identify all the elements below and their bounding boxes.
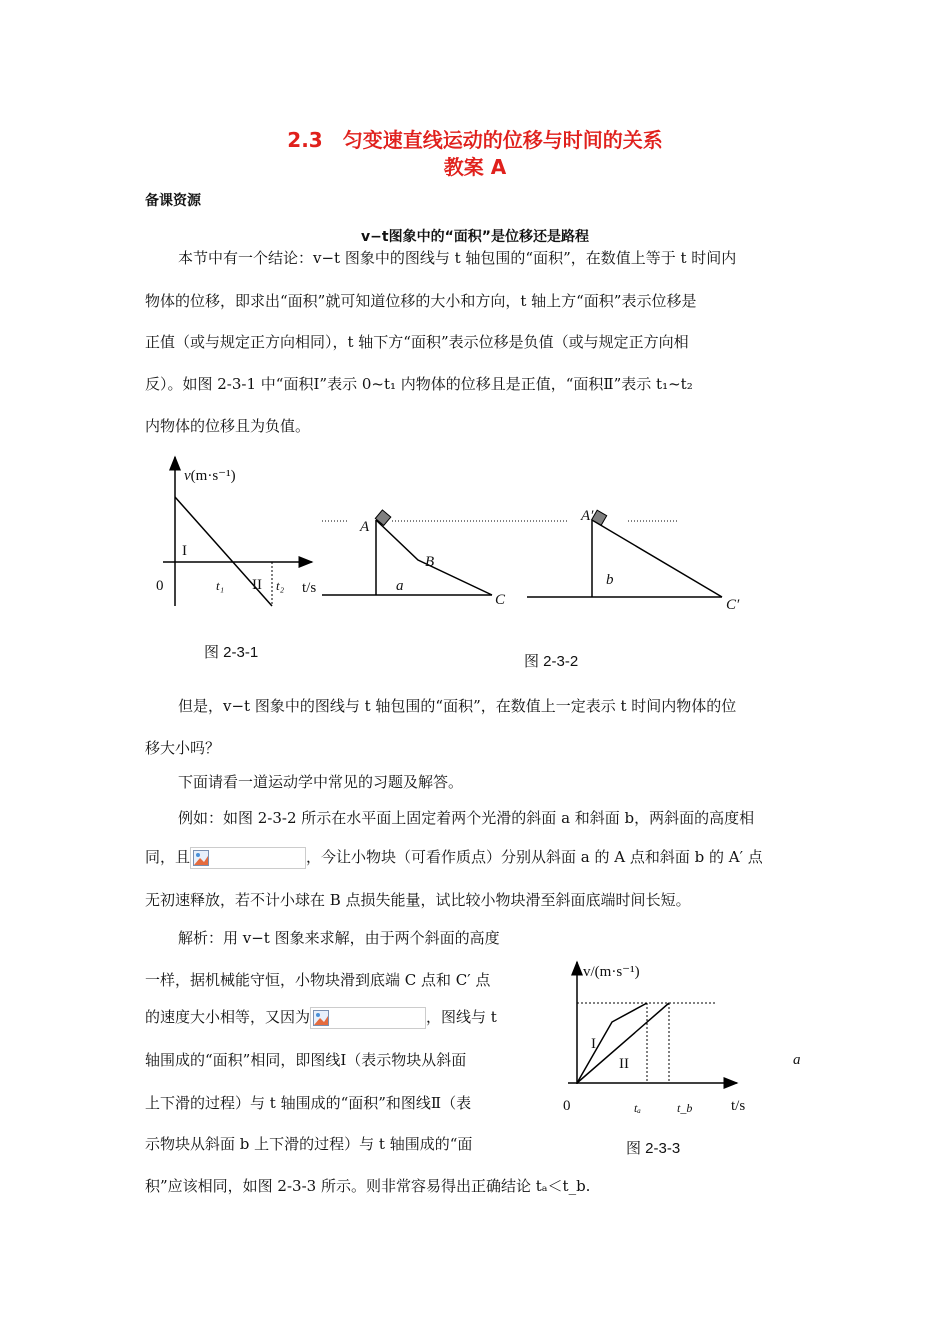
fig1-ylabel: v(m·s⁻¹): [184, 468, 236, 484]
p1-line3: 正值（或与规定正方向相同），t 轴下方“面积”表示位移是负值（或与规定正方向相: [145, 333, 689, 351]
fig1-area2-label: II: [252, 577, 262, 593]
p5-line4: 轴围成的“面积”相同，即图线Ⅰ（表示物块从斜面: [145, 1051, 467, 1069]
stray-label-a: a: [793, 1052, 801, 1068]
p2-line1: 但是，v−t 图象中的图线与 t 轴包围的“面积”，在数值上一定表示 t 时间内物体的位: [178, 697, 737, 715]
p5-line6: 示物块从斜面 b 上下滑的过程）与 t 轴围成的“面: [145, 1135, 473, 1153]
fig2-label-C: C: [495, 592, 506, 608]
fig2-label-C-prime: C′: [726, 597, 740, 613]
p4-line2: 同，且 ，今让小物块（可看作质点）分别从斜面 a 的 A 点和斜面 b 的 A′ 点: [145, 847, 763, 869]
fig3-ylabel: v/(m·s⁻¹): [583, 964, 640, 980]
fig1-origin: 0: [156, 578, 164, 594]
title-line1: 2.3 匀变速直线运动的位移与时间的关系: [287, 128, 663, 152]
fig2-label-b: b: [606, 572, 614, 588]
p1-line4: 反）。如图 2-3-1 中“面积Ⅰ”表示 0~t₁ 内物体的位移且是正值，“面积Ⅱ”表示 t₁~t₂: [145, 375, 693, 393]
section-heading: 备课资源: [145, 193, 201, 209]
title-line2: 教案 A: [443, 155, 507, 179]
p5-line5: 上下滑的过程）与 t 轴围成的“面积”和图线Ⅱ（表: [145, 1094, 472, 1112]
p5-line2: 一样，据机械能守恒，小物块滑到底端 C 点和 C′ 点: [145, 971, 491, 989]
fig2-caption: 图 2-3-2: [524, 653, 579, 670]
p3-line: 下面请看一道运动学中常见的习题及解答。: [178, 773, 464, 791]
fig2-label-A-prime: A′: [581, 508, 594, 524]
p4-line3: 无初速释放，若不计小球在 B 点损失能量，试比较小物块滑至斜面底端时间长短。: [145, 891, 691, 909]
fig3-caption: 图 2-3-3: [626, 1140, 681, 1157]
fig2-label-A: A: [360, 519, 370, 535]
fig3-tb-label: t_b: [677, 1101, 693, 1115]
p1-line1: 本节中有一个结论：v−t 图象中的图线与 t 轴包围的“面积”，在数值上等于 t 时间内: [178, 249, 737, 267]
p5-line1: 解析：用 v−t 图象来求解，由于两个斜面的高度: [178, 929, 500, 947]
fig1-t2-label: t₂: [276, 578, 285, 593]
fig3-line1-label: I: [591, 1036, 596, 1052]
p2-line2: 移大小吗？: [145, 739, 221, 757]
fig3-line-I: [577, 1003, 647, 1083]
fig3-xlabel: t/s: [731, 1098, 746, 1114]
fig1-area1-label: I: [182, 543, 187, 559]
subtitle: v−t图象中的“面积”是位移还是路程: [361, 229, 589, 245]
fig1-t1-label: t₁: [216, 578, 225, 593]
p5-line3: 的速度大小相等，又因为 ，图线与 t: [145, 1007, 497, 1029]
fig2-label-B: B: [425, 554, 435, 570]
fig1-xlabel: t/s: [302, 580, 317, 596]
p4-line1: 例如：如图 2-3-2 所示在水平面上固定着两个光滑的斜面 a 和斜面 b，两斜面的高度相: [178, 809, 755, 827]
fig1-caption: 图 2-3-1: [204, 644, 259, 661]
fig3-origin: 0: [563, 1098, 571, 1114]
fig2-label-a: a: [396, 578, 404, 594]
p5-line7: 积”应该相同，如图 2-3-3 所示。则非常容易得出正确结论 tₐ＜t_b.: [145, 1177, 591, 1195]
fig3-line2-label: II: [619, 1056, 629, 1072]
p1-line5: 内物体的位移且为负值。: [145, 417, 311, 435]
fig3-ta-label: tₐ: [634, 1101, 641, 1115]
p1-line2: 物体的位移，即求出“面积”就可知道位移的大小和方向，t 轴上方“面积”表示位移是: [145, 292, 697, 310]
